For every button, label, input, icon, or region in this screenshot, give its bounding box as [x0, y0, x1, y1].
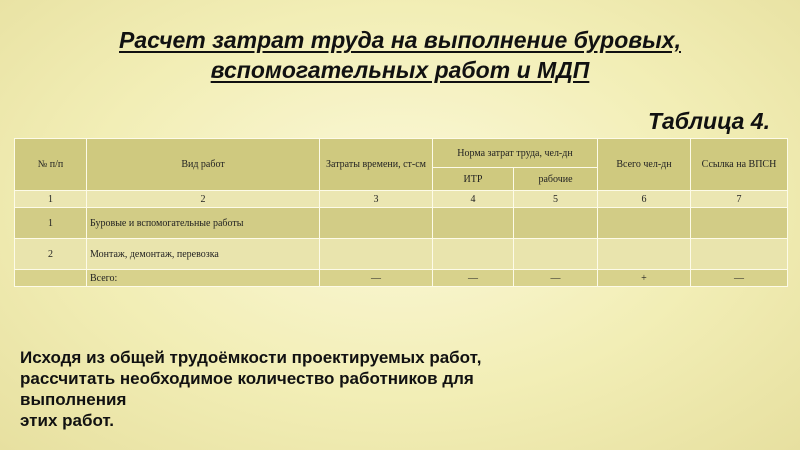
cell-empty	[15, 270, 87, 287]
column-number: 4	[433, 191, 514, 208]
cell-empty	[514, 208, 598, 239]
cell-empty	[691, 239, 788, 270]
total-row	[15, 270, 788, 287]
row-num: 2	[15, 239, 87, 270]
total-cell: +	[598, 270, 691, 287]
cell-empty	[320, 239, 433, 270]
header-itr: ИТР	[433, 168, 514, 191]
header-kind: Вид работ	[87, 139, 320, 191]
paragraph-line-4: этих работ.	[20, 411, 114, 430]
table-label: Таблица 4.	[647, 108, 770, 134]
cell-empty	[598, 239, 691, 270]
total-cell: —	[320, 270, 433, 287]
column-number: 6	[598, 191, 691, 208]
header-total: Всего чел-дн	[598, 139, 691, 191]
row-num: 1	[15, 208, 87, 239]
column-numbers-row	[15, 191, 788, 208]
header-time: Затраты времени, ст-см	[320, 139, 433, 191]
column-number: 5	[514, 191, 598, 208]
column-number: 2	[87, 191, 320, 208]
cell-empty	[433, 208, 514, 239]
cell-empty	[691, 208, 788, 239]
total-cell: —	[433, 270, 514, 287]
row-kind: Буровые и вспомогательные работы	[87, 208, 320, 239]
row-kind: Монтаж, демонтаж, перевозка	[87, 239, 320, 270]
total-label: Всего:	[87, 270, 320, 287]
paragraph-line-1: Исходя из общей трудоёмкости проектируемых работ,	[20, 348, 482, 367]
column-number: 1	[15, 191, 87, 208]
header-workers: рабочие	[514, 168, 598, 191]
column-number: 7	[691, 191, 788, 208]
table-row	[15, 208, 788, 239]
cell-empty	[598, 208, 691, 239]
total-cell: —	[691, 270, 788, 287]
paragraph-line-2: рассчитать необходимое количество работников для	[20, 369, 474, 388]
labor-cost-table	[14, 138, 788, 287]
title-line-1: Расчет затрат труда на выполнение буровых,	[119, 27, 681, 53]
cell-empty	[320, 208, 433, 239]
table-row	[15, 239, 788, 270]
header-norm: Норма затрат труда, чел-дн	[433, 139, 598, 168]
header-num: № п/п	[15, 139, 87, 191]
total-cell: —	[514, 270, 598, 287]
instruction-paragraph	[20, 347, 660, 431]
header-ref: Ссылка на ВПСН	[691, 139, 788, 191]
title-line-2: вспомогательных работ и МДП	[210, 57, 590, 83]
column-number: 3	[320, 191, 433, 208]
cell-empty	[514, 239, 598, 270]
paragraph-line-3: выполнения	[20, 390, 127, 409]
cell-empty	[433, 239, 514, 270]
slide-title	[40, 25, 760, 85]
